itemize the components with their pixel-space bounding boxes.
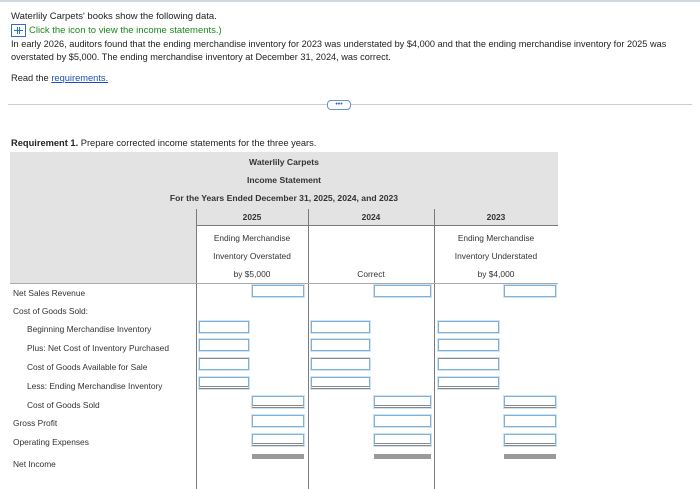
gross-profit-2023-input[interactable] [504, 415, 556, 427]
income-statement-sheet [10, 152, 558, 472]
net-income-2025-input[interactable] [252, 454, 304, 459]
statement-period: For the Years Ended December 31, 2025, 2024, and 2023 [169, 193, 399, 203]
row-gross-profit: Gross Profit [13, 418, 58, 428]
expand-button[interactable]: ••• [327, 100, 351, 110]
col1-note2: Inventory Overstated [213, 251, 291, 261]
col-divider-1 [196, 209, 197, 489]
problem-line-1: In early 2026, auditors found that the ending merchandise inventory for 2023 was understated by $4,000 and that the ending merchandise inventory for 2025 was [11, 39, 667, 49]
goods-available-2024-input[interactable] [311, 358, 370, 370]
net-sales-2025-input[interactable] [252, 285, 304, 297]
read-prefix: Read the [11, 73, 52, 83]
cogs-2025-input[interactable] [252, 396, 304, 408]
label-header-area [10, 225, 196, 283]
net-sales-2024-input[interactable] [374, 285, 431, 297]
beg-inv-2025-input[interactable] [199, 321, 249, 333]
header-underline [196, 225, 558, 226]
beg-inv-2024-input[interactable] [311, 321, 370, 333]
gross-profit-2024-input[interactable] [374, 415, 431, 427]
row-ending-inventory: Less: Ending Merchandise Inventory [27, 381, 163, 391]
requirement-1 [11, 138, 316, 148]
opex-2023-input[interactable] [504, 434, 556, 446]
problem-line-2: overstated by $5,000. The ending merchandise inventory at December 31, 2024, was correct. [11, 51, 391, 62]
opex-2024-input[interactable] [374, 434, 431, 446]
col3-note2: Inventory Understated [454, 251, 538, 261]
table-icon[interactable] [11, 24, 26, 37]
row-net-income: Net Income [13, 459, 56, 469]
view-statements-row[interactable] [11, 24, 691, 37]
row-net-sales: Net Sales Revenue [13, 288, 86, 298]
net-income-2023-input[interactable] [504, 454, 556, 459]
gross-profit-2025-input[interactable] [252, 415, 304, 427]
col2-note3: Correct [357, 269, 385, 279]
purchases-2024-input[interactable] [311, 339, 370, 351]
col-divider-2 [308, 209, 309, 489]
purchases-2023-input[interactable] [438, 339, 499, 351]
net-income-2024-input[interactable] [374, 454, 431, 459]
row-purchases: Plus: Net Cost of Inventory Purchased [27, 343, 169, 353]
goods-available-2023-input[interactable] [438, 358, 499, 370]
top-border [0, 0, 700, 2]
year-2025: 2025 [242, 212, 262, 222]
col-divider-3 [434, 209, 435, 489]
beg-inv-2023-input[interactable] [438, 321, 499, 333]
read-requirements [11, 72, 691, 85]
end-inv-2024-input[interactable] [311, 377, 370, 389]
problem-paragraph [11, 38, 691, 63]
intro-block [11, 10, 691, 85]
body-topline [10, 283, 558, 284]
purchases-2025-input[interactable] [199, 339, 249, 351]
year-2023: 2023 [486, 212, 506, 222]
opex-2025-input[interactable] [252, 434, 304, 446]
col3-note1: Ending Merchandise [457, 233, 535, 243]
row-goods-available: Cost of Goods Available for Sale [27, 362, 148, 372]
col3-note3: by $4,000 [477, 269, 515, 279]
intro-line: Waterlily Carpets' books show the following data. [11, 11, 217, 22]
col1-note1: Ending Merchandise [213, 233, 291, 243]
row-cogs-header: Cost of Goods Sold: [13, 306, 88, 316]
statement-title: Income Statement [246, 175, 322, 185]
company-name: Waterlily Carpets [249, 157, 319, 167]
end-inv-2023-input[interactable] [438, 377, 499, 389]
requirements-link[interactable]: requirements. [51, 73, 109, 83]
goods-available-2025-input[interactable] [199, 358, 249, 370]
row-operating-expenses: Operating Expenses [13, 437, 89, 447]
cogs-2024-input[interactable] [374, 396, 431, 408]
row-cogs-total: Cost of Goods Sold [27, 400, 100, 410]
year-2024: 2024 [361, 212, 381, 222]
net-sales-2023-input[interactable] [504, 285, 556, 297]
requirement-text: Prepare corrected income statements for the three years. [78, 138, 317, 148]
end-inv-2025-input[interactable] [199, 377, 249, 389]
col1-note3: by $5,000 [233, 269, 271, 279]
cogs-2023-input[interactable] [504, 396, 556, 408]
view-statements-link[interactable]: Click the icon to view the income statements.) [29, 25, 222, 36]
requirement-label: Requirement 1. [11, 138, 79, 148]
row-beginning-inventory: Beginning Merchandise Inventory [27, 324, 152, 334]
